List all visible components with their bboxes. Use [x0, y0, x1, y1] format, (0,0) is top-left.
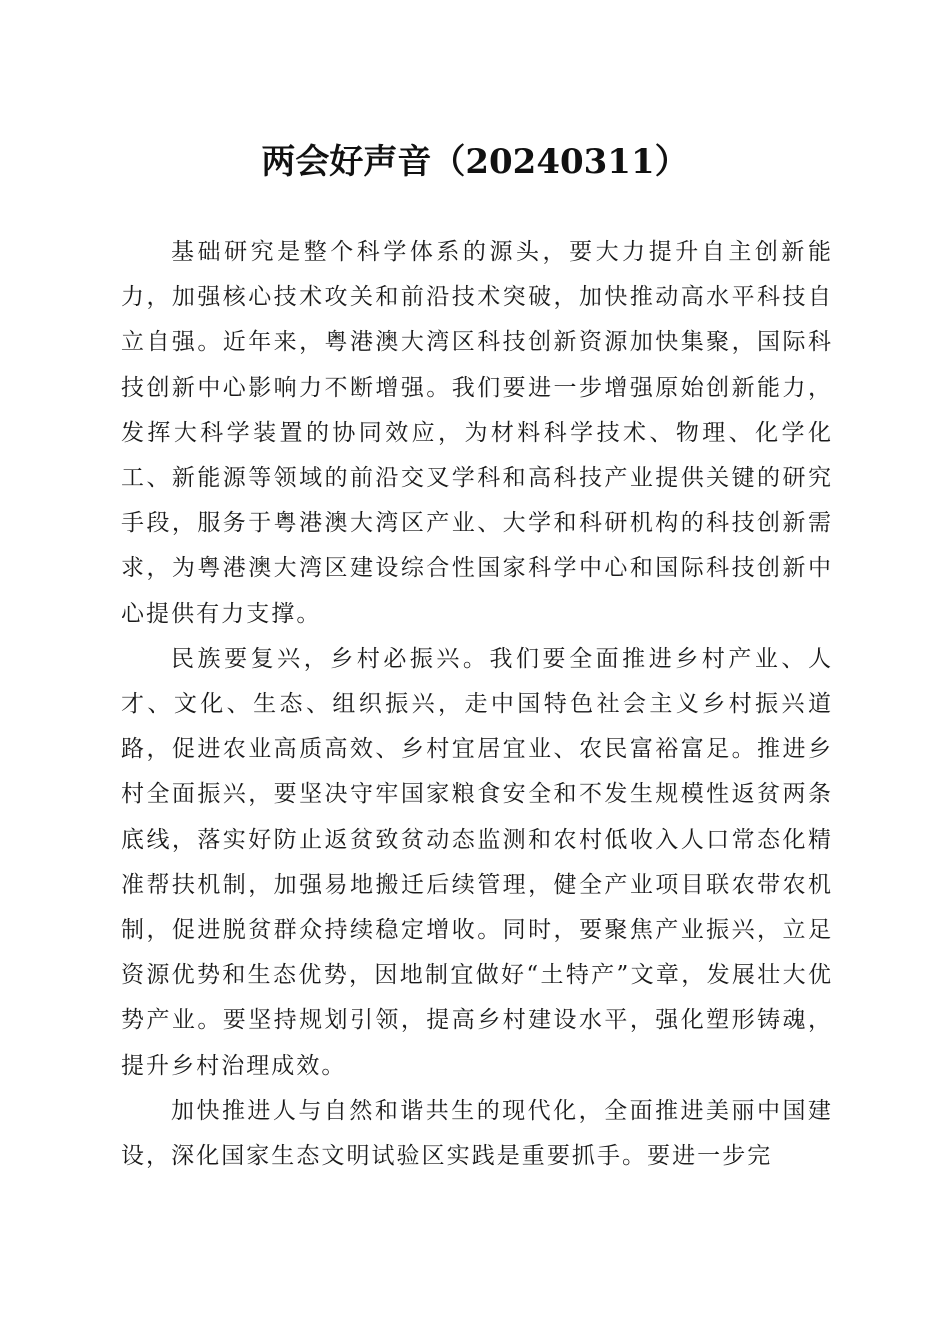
paragraph-basic-research: 基础研究是整个科学体系的源头，要大力提升自主创新能力，加强核心技术攻关和前沿技术突破，加快推动高水平科技自立自强。近年来，粤港澳大湾区科技创新资源加快集聚，国际科技创新中心影响力不断增强。我们要进一步增强原始创新能力，发挥大科学装置的协同效应，为材料科学技术、物理、化学化工、新能源等领域的前沿交叉学科和高科技产业提供关键的研究手段，服务于粤港澳大湾区产业、大学和科研机构的科技创新需求，为粤港澳大湾区建设综合性国家科学中心和国际科技创新中心提供有力支撑。	[121, 239, 833, 627]
page-title: 两会好声音（20240311）	[261, 142, 689, 182]
paragraph-ecological-civilization: 加快推进人与自然和谐共生的现代化，全面推进美丽中国建设，深化国家生态文明试验区实践是重要抓手。要进一步完	[121, 1097, 833, 1170]
paragraph-rural-revitalization: 民族要复兴，乡村必振兴。我们要全面推进乡村产业、人才、文化、生态、组织振兴，走中国特色社会主义乡村振兴道路，促进农业高质高效、乡村宜居宜业、农民富裕富足。推进乡村全面振兴，要坚决守牢国家粮食安全和不发生规模性返贫两条底线，落实好防止返贫致贫动态监测和农村低收入人口常态化精准帮扶机制，加强易地搬迁后续管理，健全产业项目联农带农机制，促进脱贫群众持续稳定增收。同时，要聚焦产业振兴，立足资源优势和生态优势，因地制宜做好“土特产”文章，发展壮大优势产业。要坚持规划引领，提高乡村建设水平，强化塑形铸魂，提升乡村治理成效。	[121, 645, 833, 1079]
document-body	[121, 230, 833, 1179]
